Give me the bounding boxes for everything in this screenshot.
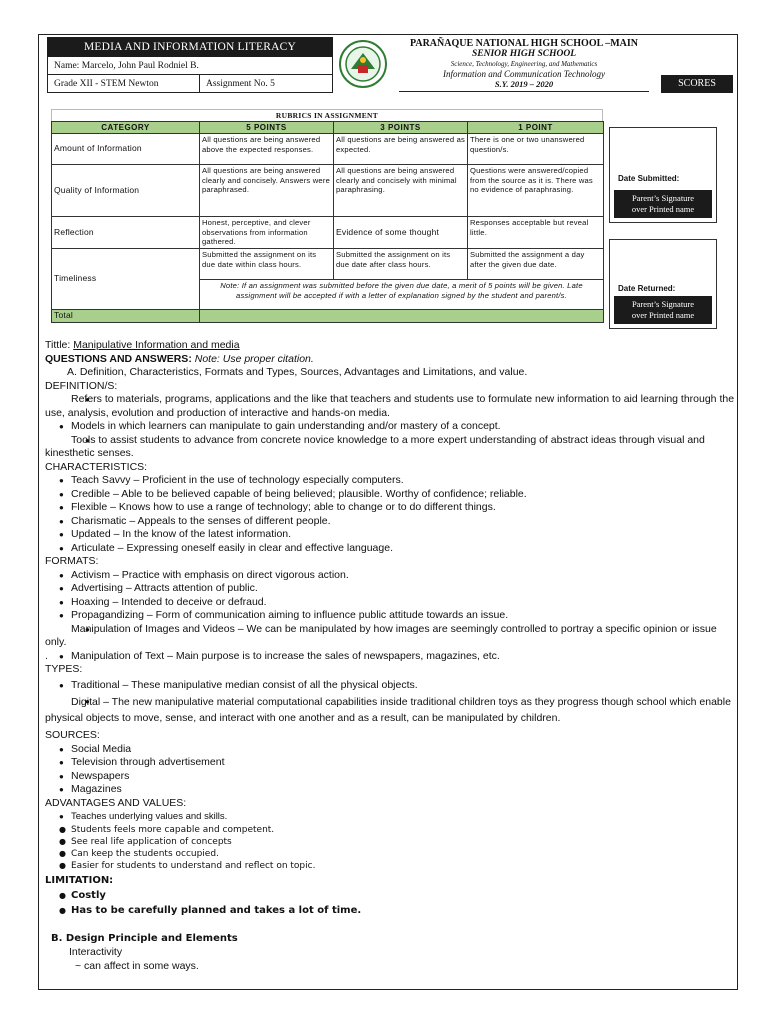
list-item: ● Teaches underlying values and skills.: [45, 810, 735, 824]
rubric-category: Quality of Information: [52, 165, 200, 217]
school-strand: Science, Technology, Engineering, and Mathematics: [450, 60, 598, 68]
date-submitted-label: Date Submitted:: [618, 174, 680, 183]
rubric-cell: There is one or two unanswered question/s.: [468, 134, 604, 165]
list-item: ● Charismatic – Appeals to the senses of different people.: [45, 515, 735, 529]
rubric-category: Timeliness: [52, 249, 200, 310]
list-item: ● Updated – In the know of the latest information.: [45, 528, 735, 542]
school-subject: Information and Communication Technology: [443, 69, 605, 79]
rubric-total-row: [52, 310, 604, 323]
title-text: Manipulative Information and media: [73, 339, 240, 351]
rubric-cell: Submitted the assignment a day after the given due date.: [468, 249, 604, 280]
list-item: ● Articulate – Expressing oneself easily in clear and effective language.: [45, 542, 735, 556]
list-item: ● Tools to assist students to advance from concrete novice knowledge to a more expert understanding of abstract ideas through visual and kinesthetic senses.: [45, 434, 735, 461]
assignment-number: Assignment No. 5: [206, 79, 275, 89]
list-item: ● Easier for students to understand and reflect on topic.: [45, 860, 735, 872]
signature-label: Parent’s Signature: [631, 193, 695, 203]
qa-heading: [45, 353, 735, 367]
list-item: ● Hoaxing – Intended to deceive or defraud.: [45, 596, 735, 610]
qa-label: QUESTIONS AND ANSWERS:: [45, 352, 192, 365]
rubric-cell: Honest, perceptive, and clever observations from information gathered.: [200, 217, 334, 249]
list-item: ● Television through advertisement: [45, 756, 735, 770]
rubric-category: Reflection: [52, 217, 200, 249]
interactivity-note: ~ can affect in some ways.: [75, 959, 199, 972]
rubric-cell: Responses acceptable but reveal little.: [468, 217, 604, 249]
subject-title: MEDIA AND INFORMATION LITERACY: [47, 37, 333, 57]
list-item: ● Refers to materials, programs, applications and the like that teachers and students use to formulate new information to aid learning through the use, analysis, evolution and production of interactive and hands-on media.: [45, 393, 735, 420]
sources-label: SOURCES:: [45, 729, 100, 741]
header-info-block: [47, 37, 333, 93]
list-item: ● Has to be carefully planned and takes a lot of time.: [45, 903, 735, 918]
list-item: ● Magazines: [45, 783, 735, 797]
list-item: ● Costly: [45, 888, 735, 903]
definition-label: DEFINITION/S:: [45, 379, 118, 392]
item-a: A. Definition, Characteristics, Formats and Types, Sources, Advantages and Limitations, and value.: [67, 366, 528, 378]
grade-assignment-row: [47, 75, 333, 93]
list-item: ● Activism – Practice with emphasis on direct vigorous action.: [45, 569, 735, 583]
signature-sublabel: over Printed name: [631, 310, 695, 320]
list-item: ● Credible – Able to be believed capable of being believed; plausible. Worthy of confidence; reliable.: [45, 488, 735, 502]
signature-sublabel: over Printed name: [631, 204, 695, 214]
topic-title: [45, 339, 735, 353]
school-seal-logo: [331, 39, 395, 89]
rubric-cell: Submitted the assignment on its due date within class hours.: [200, 249, 334, 280]
formats-label: FORMATS:: [45, 555, 99, 567]
rubric-header: CATEGORY: [52, 122, 200, 134]
rubric-cell: All questions are being answered clearly and concisely with minimal paraphrasing.: [334, 165, 468, 217]
parent-signature-box: [614, 190, 712, 218]
school-info-block: [399, 39, 649, 89]
rubric-cell: All questions are being answered clearly and concisely. Answers were paraphrased.: [200, 165, 334, 217]
header-rule: [399, 91, 649, 92]
rubric-cell: Evidence of some thought: [334, 217, 468, 249]
signature-label: Parent’s Signature: [631, 299, 695, 309]
rubric-cell: Questions were answered/copied from the source as it is. There was no evidence of paraphrasing.: [468, 165, 604, 217]
rubric-note: Note: If an assignment was submitted before the given due date, a merit of 5 points will be given. Late assignment will be accepted if with a letter of explanation signed by the student and parent/s.: [200, 280, 604, 310]
rubric-title: RUBRICS IN ASSIGNMENT: [51, 109, 603, 121]
school-division: SENIOR HIGH SCHOOL: [472, 49, 576, 59]
rubric-header: 5 POINTS: [200, 122, 334, 134]
rubric-row: [52, 165, 604, 217]
list-item: ● Advertising – Attracts attention of public.: [45, 582, 735, 596]
characteristics-label: CHARACTERISTICS:: [45, 460, 148, 473]
limitation-label: LIMITATION:: [45, 874, 114, 886]
list-item: ● Students feels more capable and competent.: [45, 824, 735, 836]
scores-label: SCORES: [661, 75, 733, 93]
title-label: Tittle:: [45, 339, 74, 351]
student-name: Name: Marcelo, John Paul Rodniel B.: [47, 57, 333, 75]
list-item: ● Teach Savvy – Proficient in the use of technology especially computers.: [45, 474, 735, 488]
list-item-text: Manipulation of Text – Main purpose is to increase the sales of newspapers, magazines, etc.: [71, 649, 500, 662]
rubric-header: 3 POINTS: [334, 122, 468, 134]
rubric-total-value: [200, 310, 604, 323]
rubric-header-row: [52, 122, 604, 134]
list-item: ● Social Media: [45, 743, 735, 757]
assignment-content: [45, 339, 735, 973]
rubric-row: [52, 134, 604, 165]
qa-note: Note: Use proper citation.: [191, 352, 314, 365]
rubric-table: [51, 109, 603, 323]
list-item: ● Newspapers: [45, 770, 735, 784]
list-item: ● Flexible – Knows how to use a range of technology; able to change or to do different things.: [45, 501, 735, 515]
date-returned-box: [609, 239, 717, 329]
advantages-label: ADVANTAGES AND VALUES:: [45, 796, 187, 809]
rubric-cell: Submitted the assignment on its due date after class hours.: [334, 249, 468, 280]
list-item: ● Models in which learners can manipulate to gain understanding and/or mastery of a concept.: [45, 420, 735, 434]
list-item: ● Digital – The new manipulative material computational capabilities inside traditional children toys as they progress though school which enable physical objects to move, sense, and interact with one another and as a result, can be manipulated by children.: [45, 694, 735, 726]
list-item: ● Manipulation of Images and Videos – We can be manipulated by how images are seemingly controlled to portray a specific opinion or issue only.: [45, 623, 735, 650]
list-item: ● Traditional – These manipulative median consist of all the physical objects.: [45, 679, 735, 693]
date-submitted-box: [609, 127, 717, 223]
school-name: PARAÑAQUE NATIONAL HIGH SCHOOL –MAIN: [410, 38, 638, 49]
stray-period: .: [45, 649, 48, 662]
rubric-total-label: Total: [52, 310, 200, 323]
rubric-row: [52, 217, 604, 249]
rubric-row: [52, 249, 604, 280]
interactivity-label: Interactivity: [69, 946, 123, 958]
list-item: ● See real life application of concepts: [45, 836, 735, 848]
parent-signature-box: [614, 296, 712, 324]
rubric-cell: All questions are being answered as expected.: [334, 134, 468, 165]
grade-section: Grade XII - STEM Newton: [48, 75, 200, 92]
list-item: ● Propagandizing – Form of communication aiming to influence public attitude towards an issue.: [45, 609, 735, 623]
rubric-cell: All questions are being answered above the expected responses.: [200, 134, 334, 165]
school-year: S.Y. 2019 – 2020: [494, 79, 554, 89]
date-returned-label: Date Returned:: [618, 284, 676, 293]
types-label: TYPES:: [45, 663, 83, 675]
list-item: ● Can keep the students occupied.: [45, 848, 735, 860]
rubric-header: 1 POINT: [468, 122, 604, 134]
assignment-page: [38, 34, 738, 990]
item-b: B. Design Principle and Elements: [51, 932, 238, 944]
list-item: . ● Manipulation of Text – Main purpose is to increase the sales of newspapers, magazines, etc.: [45, 649, 500, 662]
rubric-category: Amount of Information: [52, 134, 200, 165]
